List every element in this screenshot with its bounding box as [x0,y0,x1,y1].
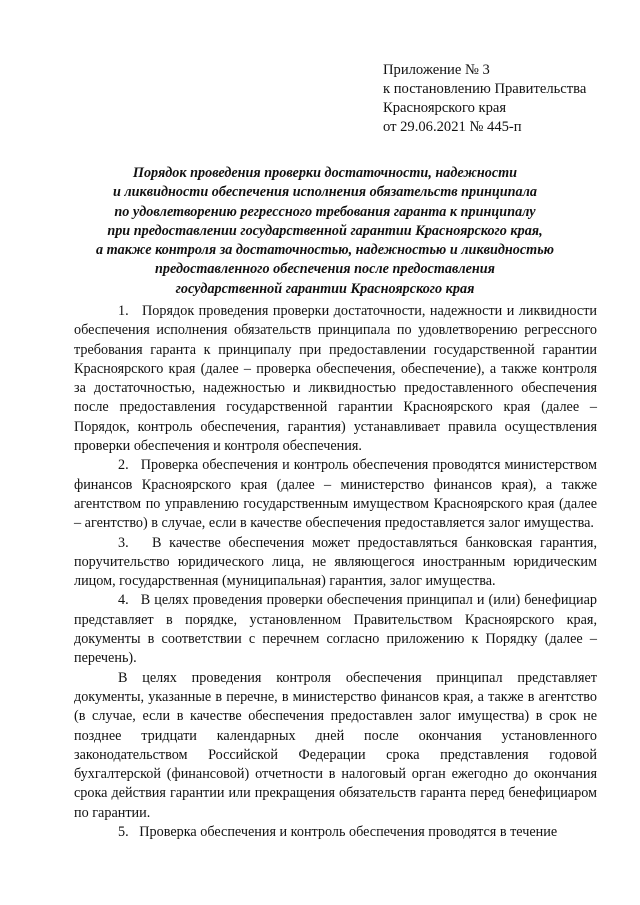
title-line: по удовлетворению регрессного требования гаранта к принципалу [114,203,536,220]
paragraph-1: 1. Порядок проведения проверки достаточности, надежности и ликвидности обеспечения исполнения обязательств принципала по удовлетворению регрессного требования гаранта к принципалу при предоставлении государственной гарантии Красноярского края (далее – проверка обеспечения, обеспечение), а также контроля за достаточностью, надежностью и ликвидностью предоставленного обеспечения после предоставления государственной гарантии Красноярского края (далее – Порядок, контроль обеспечения, гарантия) устанавливает правила осуществления проверки обеспечения и контроля обеспечения. [74,303,597,455]
appendix-region: Красноярского края [383,100,507,116]
document-title [60,164,590,299]
appendix-number: Приложение № 3 [383,62,490,78]
paragraph-4: 4. В целях проведения проверки обеспечения принципал и (или) бенефициар представляет в порядке, установленном Правительством Красноярского края, документы в соответствии с перечнем согласно приложению к Порядку (далее – перечень). [74,592,597,667]
title-line: Порядок проведения проверки достаточности, надежности [132,165,518,181]
paragraph-3: 3. В качестве обеспечения может предоставляться банковская гарантия, поручительство юридического лица, не являющегося иностранным юридическим лицом, государственная (муниципальная) гарантия, залог имущества. [74,534,597,590]
document-body [74,302,597,842]
appendix-resolution-ref: к постановлению Правительства [383,81,587,97]
paragraph-2: 2. Проверка обеспечения и контроль обеспечения проводятся министерством финансов Красноярского края (далее – министерство финансов края), а также агентством по управлению государственным имуществом Красноярского края (далее – агентство) в случае, если в качестве обеспечения предоставляется залог имущества. [74,457,597,532]
title-line: а также контроля за достаточностью, надежностью и ликвидностью [95,242,555,259]
appendix-header [383,61,623,137]
title-line: при предоставлении государственной гарантии Красноярского края, [107,222,543,239]
paragraph-5: 5. Проверка обеспечения и контроль обеспечения проводятся в течение [118,824,558,841]
title-line: предоставленного обеспечения после предоставления [155,261,495,278]
title-line: государственной гарантии Красноярского края [175,280,475,297]
appendix-date-number: от 29.06.2021 № 445-п [383,119,522,135]
paragraph-4-continued: В целях проведения контроля обеспечения принципал представляет документы, указанные в перечне, в министерство финансов края, а также в агентство (в случае, если в качестве обеспечения предоставлен залог имущества) в срок не позднее тридцати календарных дней после окончания установленного законодательством Российской Федерации срока представления годовой бухгалтерской (финансовой) отчетности в налоговый орган ежегодно до окончания срока действия гарантии или прекращения обязательств гаранта перед бенефициаром по гарантии. [74,669,597,821]
title-line: и ликвидности обеспечения исполнения обязательств принципала [112,184,538,201]
